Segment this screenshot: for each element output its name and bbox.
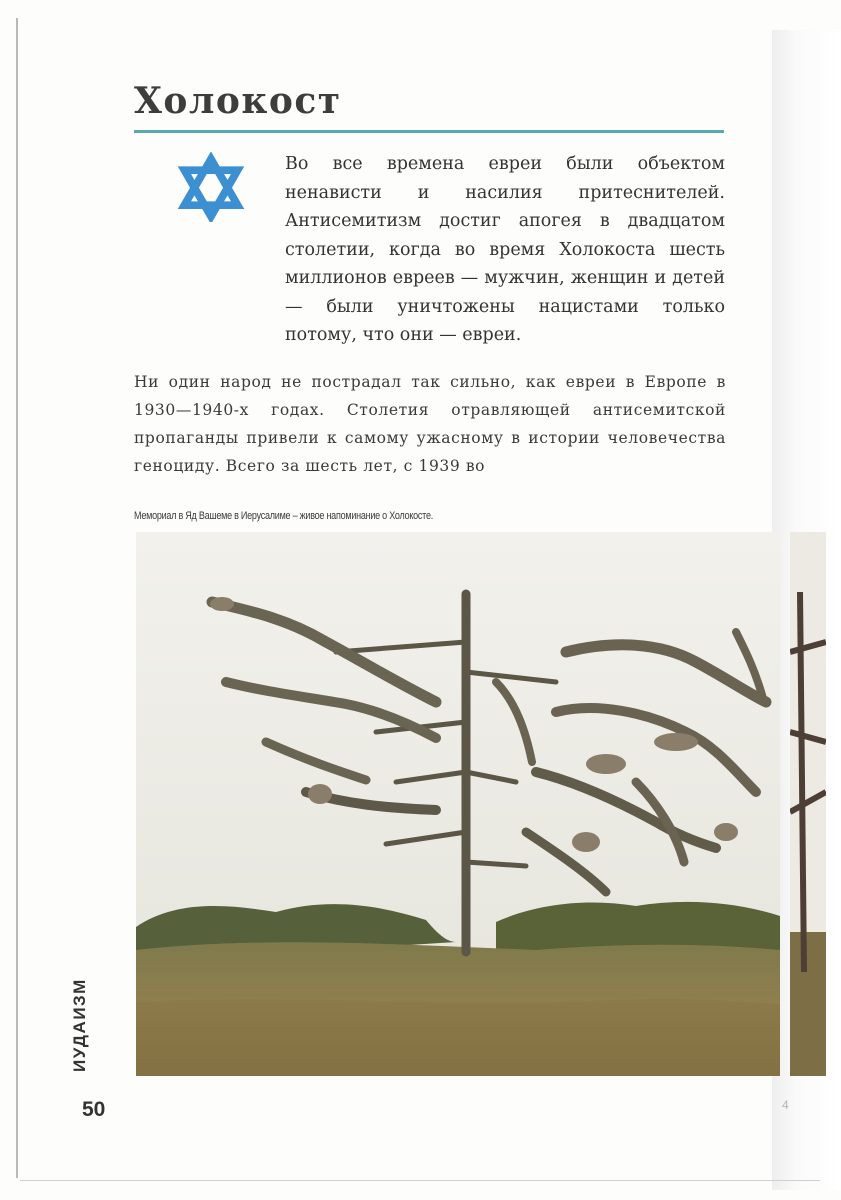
facing-page-photo [790,532,826,1076]
memorial-photo [136,532,780,1076]
body-paragraph: Ни один народ не пострадал так сильно, как евреи в Европе в 1930—1940-х годах. Столетия отравляющей антисемитской пропаганды привели к самому ужасному в истории человечества геноциду. Всего за шесть лет, с 1939 во [134,373,726,475]
star-of-david-icon [176,152,246,222]
page-number: 50 [82,1098,106,1121]
title-underline [134,130,724,133]
intro-paragraph: Во все времена евреи были объектом ненависти и насилия притеснителей. Антисемитизм достиг апогея в двадцатом столетии, когда во время Холокоста шесть миллионов евреев — мужчин, женщин и детей — были уничтожены нацистами только потому, что они — евреи. [285,154,725,345]
photo-caption: Мемориал в Яд Вашеме в Иерусалиме – живое напоминание о Холокосте. [134,510,433,522]
page-title: Холокост [134,80,342,122]
side-section-label: ИУДАИЗМ [70,978,89,1072]
page-bottom-edge [20,1180,820,1181]
page-left-edge [16,18,18,1178]
facing-page-number: 4 [782,1098,789,1112]
